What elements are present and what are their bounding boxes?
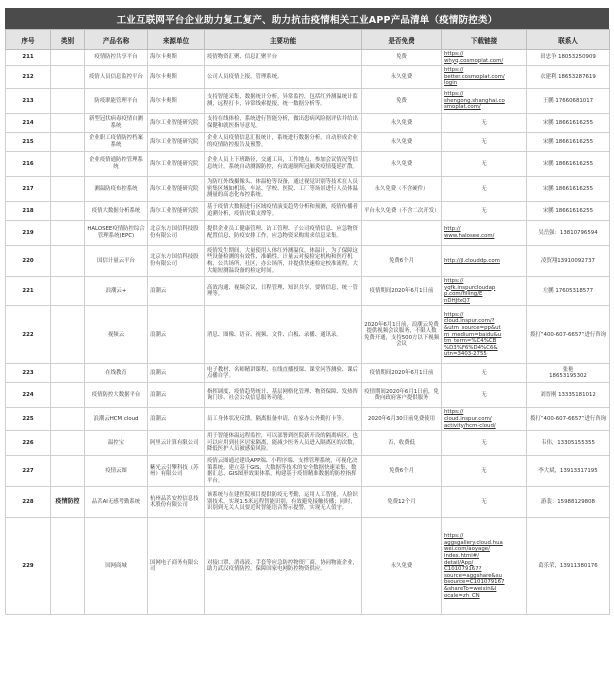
source-org: 国网电子商务有限公司 [148,518,205,615]
download-link[interactable]: http:// www.halosee.com/ [442,220,527,245]
row-number: 220 [6,245,51,276]
product-name: 在线教育 [85,364,148,383]
header-row [6,30,610,50]
main-function: 基于疫情大数据进行区域疫情演变趋势分析和预测，疫情传播者追溯分析，疫情决策支撑等。 [205,201,362,220]
source-org: 浪潮云 [148,306,205,364]
free-status: 平台永久免费（不含二次开发） [362,201,442,220]
product-name: 疫情防控共享平台 [85,50,148,66]
contact-person: 左鹏 17605318577 [527,276,610,305]
contact-person: 宋鹏 18661616255 [527,113,610,132]
table-row [6,50,610,66]
col-header-category: 类别 [51,30,85,50]
category-cell [51,408,85,431]
download-link: 无 [442,431,527,456]
contact-person: 张艳 18653195302 [527,364,610,383]
table-row [6,408,610,431]
row-number: 229 [6,518,51,615]
row-number: 218 [6,201,51,220]
source-org: 浪潮云 [148,408,205,431]
category-cell [51,518,85,615]
free-status: 永久免费（不含硬件） [362,176,442,201]
main-function: 电子教材、名师精讲课程、在线直播授课、课堂问答测验、课后点播自学。 [205,364,362,383]
product-name: 温控宝 [85,431,148,456]
main-function: 对接口罩、消毒液、手套等应急防控物资厂商，协同物流企业，助力武汉疫情防控，保障国家电网防控物资供应。 [205,518,362,615]
table-row [6,66,610,89]
row-number: 228 [6,487,51,518]
main-function: 消息、图像、语音、视频、文件、白板、录播、通讯录。 [205,306,362,364]
source-org: 海尔工业智能研究院 [148,151,205,176]
category-cell [51,66,85,89]
free-status: 免费12个月 [362,487,442,518]
free-status: 永久免费 [362,66,442,89]
main-function: 公司人员疫情上报，管理系统。 [205,66,362,89]
table-row [6,132,610,151]
category-cell [51,431,85,456]
product-name: 品茗AI无感考勤系统 [85,487,148,518]
contact-person: 王鹏 17660681017 [527,88,610,113]
product-name: 浪潮云+ [85,276,148,305]
source-org: 海尔卡奥斯 [148,66,205,89]
free-status: 永久免费 [362,518,442,615]
download-link[interactable]: https:// yqfk.inspurcloudap p.com/filling/E nDHJfxQ7 [442,276,527,305]
contact-person: 拨打“400-607-6657”进行咨询 [527,306,610,364]
free-status: 永久免费 [362,151,442,176]
table-row [6,431,610,456]
table-row [6,383,610,408]
contact-person: 宋鹏 18661616255 [527,132,610,151]
row-number: 214 [6,113,51,132]
category-cell [51,276,85,305]
free-status: 疫情期间2020年6月1日前 [362,364,442,383]
table-row [6,88,610,113]
source-org: 北京东方国信科技股份有限公司 [148,220,205,245]
source-org: 浪潮云 [148,276,205,305]
free-status: 免费 [362,50,442,66]
table-row [6,487,610,518]
download-link: 无 [442,132,527,151]
main-function: 该系统与在建医院项目提供防疫无考勤，运用人工智能，人脸识别技术，实现1.5米远程智能识别，有效避免接触传播；同时，识别到无关人员要近时智能语音警示提警，实现无人值守。 [205,487,362,518]
contact-person: 凌賀翔13910092737 [527,245,610,276]
product-name: 疫情大数据分析系统 [85,201,148,220]
table-row [6,113,610,132]
product-name: 新型冠状病毒疫情自测系统 [85,113,148,132]
product-name: 疫情云图 [85,456,148,487]
free-status: 免费6个月 [362,245,442,276]
category-cell [51,364,85,383]
source-org: 海尔工业智能研究院 [148,201,205,220]
product-name: 视频云 [85,306,148,364]
category-cell [51,383,85,408]
contact-person: 韦伟，13305155355 [527,431,610,456]
table-row [6,364,610,383]
table-body [6,50,610,615]
product-name: 企业职工疫情防控档案系统 [85,132,148,151]
product-name: HALOSEE疫情防控综合管理系统(EPC) [85,220,148,245]
table-row [6,518,610,615]
table-title: 工业互联网平台企业助力复工复产、助力抗击疫情相关工业APP产品清单（疫情防控类） [5,8,609,29]
source-org: 浪潮云 [148,383,205,408]
table-row [6,456,610,487]
row-number: 222 [6,306,51,364]
category-cell [51,456,85,487]
download-link[interactable]: http://jl.clouddp.com [442,245,527,276]
row-number: 212 [6,66,51,89]
product-name: 浪潮云HCM cloud [85,408,148,431]
contact-person: 游裴：15988129808 [527,487,610,518]
contact-person: 葛乐荣，13911380176 [527,518,610,615]
download-link: 无 [442,201,527,220]
source-org: 海尔工业智能研究院 [148,176,205,201]
download-link: 无 [442,456,527,487]
download-link[interactable]: https:// shengong.shanghai.co smoplat.com/ [442,88,527,113]
download-link: 无 [442,151,527,176]
row-number: 219 [6,220,51,245]
contact-person: 宋鹏 18661616255 [527,151,610,176]
table-row [6,220,610,245]
row-number: 225 [6,408,51,431]
row-number: 213 [6,88,51,113]
col-header-org: 来源单位 [148,30,205,50]
row-number: 216 [6,151,51,176]
category-cell [51,220,85,245]
table-row [6,306,610,364]
free-status: 疫情期间2020年6月1日前，免费向政府客户提供服务 [362,383,442,408]
col-header-free: 是否免费 [362,30,442,50]
download-link: 无 [442,383,527,408]
source-org: 北京东方国信科技股份有限公司 [148,245,205,276]
row-number: 226 [6,431,51,456]
source-org: 阿里云计算有限公司 [148,431,205,456]
contact-person: 拨打“400-607-6657”进行咨询 [527,408,610,431]
source-org: 海尔工业智能研究院 [148,113,205,132]
download-link[interactable]: https:// cloud.inspur.com/ activity/hcm-cloud/ [442,408,527,431]
download-link[interactable]: https:// better.cosmoplat.com/ login [442,66,527,89]
product-name: 疫情防控大数据平台 [85,383,148,408]
main-function: 员工身体状况反馈，隔离报备申请，在家办公外勤打卡等。 [205,408,362,431]
contact-person: 宋鹏 18661616255 [527,201,610,220]
main-function: 疫情云图通过建设APP端、小程序端、支撑管理系统，可视化决策系统，建立基于GIS、大数据等技术的安全数据快速采集、数据汇总、GIS图形效果体系，构建基于疫情精准数据的防控指挥平台。 [205,456,362,487]
contact-person: 李大斌，13913317195 [527,456,610,487]
main-function: 疫情发生期间，大量使用人体红外测温仪，体温计，为了保障这些设备检测的有效性、准确性，计量云对接检定机构和医疗机构，公共场所，社区，办公场所，并提供快速检定校准流程，大大缩短测温设备的检定时间。 [205,245,362,276]
download-link[interactable]: https:// aggsgallery.cloud.hua wei.com/aoyage/ index.html#/ detail/App/ C101079167? source=aggshare&su bsource=C101079167 &shareTo=weixin&l ocale=zh_CN [442,518,527,615]
product-name: 疫情人员信息监控平台 [85,66,148,89]
download-link: 无 [442,364,527,383]
contact-person: 田忠争 18053250909 [527,50,610,66]
main-function: 指挥调度、疫情趋势统计、基层网格化管理、物资保障、发热咨询门诊、社会公众信息服务功能。 [205,383,362,408]
category-cell [51,306,85,364]
category-cell [51,132,85,151]
col-header-function: 主要功能 [205,30,362,50]
table-row [6,201,610,220]
free-status: 永久免费 [362,113,442,132]
table-row [6,245,610,276]
col-header-no: 序号 [6,30,51,50]
main-function: 提供企业员工健康管理、访工管理、子公司疫情信息、应急物资配置信息、防疫安排工作，应急物资采购需求信息采集。 [205,220,362,245]
product-name: 防疫职能管理平台 [85,88,148,113]
source-org: 紫光云引擎科技（苏州）有限公司 [148,456,205,487]
contact-person: 刘晋刚 13335181012 [527,383,610,408]
category-cell [51,50,85,66]
row-number: 224 [6,383,51,408]
col-header-product: 产品名称 [85,30,148,50]
category-cell [51,88,85,113]
contact-person: 衣建利 18653287619 [527,66,610,89]
col-header-contact: 联系人 [527,30,610,50]
main-function: 支持在线体检，系统进行智能分析，做出患病风险据评估并给出保健和就医指导意见。 [205,113,362,132]
main-function: 为防红外线摄像头、体温枪等设备，通过视觉识别等技术在人员密集区域如机场、车站、学校、医院、工厂等场景进行人员体温测量的高态化布控系统。 [205,176,362,201]
main-function: 高效沟通、视频会议、日程管理、知识共享，要情信息，统一管理等。 [205,276,362,305]
row-number: 227 [6,456,51,487]
row-number: 211 [6,50,51,66]
main-function: 企业人员疫情信息汇报统计，系统进行数据分析，自动形成企业的疫情防控报告及预警。 [205,132,362,151]
download-link: 无 [442,487,527,518]
col-header-link: 下载链接 [442,30,527,50]
download-link[interactable]: https:// cloud.inspur.com/? &utm_source=pp&ut m_medium=baidu&u tm_term=%C4%CB %D3%F6%D4%C6& utn=3403-2755 [442,306,527,364]
free-status: 免费 [362,88,442,113]
table-row [6,151,610,176]
source-org: 浪潮云 [148,364,205,383]
free-status: 永久免费 [362,132,442,151]
category-cell [51,113,85,132]
download-link: 无 [442,113,527,132]
product-table [5,29,610,615]
category-cell: 疫情防控 [51,487,85,518]
main-function: 用于智能体温远程监控，可以部署到医院新开设的隔离病区，也可以应用到社区居家隔离，能减少医务人员进入隔离区的次数，降低医护人员被感染风险。 [205,431,362,456]
source-org: 海尔卡奥斯 [148,50,205,66]
product-name: 测温防疫布控系统 [85,176,148,201]
source-org: 海尔工业智能研究院 [148,132,205,151]
download-link: 无 [442,176,527,201]
free-status: 免费6个月 [362,456,442,487]
free-status: 否，收费低 [362,431,442,456]
free-status: 2020年6月1日前，浪潮云免费提供视频会议服务，不限人数免费开通，支持500方以下视频会议 [362,306,442,364]
free-status: 2020年6月30日前免费使用 [362,408,442,431]
source-org: 海尔卡奥斯 [148,88,205,113]
product-name: 企业疫情通防控管理系统 [85,151,148,176]
category-cell [51,151,85,176]
row-number: 221 [6,276,51,305]
table-row [6,276,610,305]
contact-person: 吴岳强：13810796594 [527,220,610,245]
row-number: 217 [6,176,51,201]
product-name: 国信计量云平台 [85,245,148,276]
main-function: 支持智能采集，数据统计分析，异常监控，包括红外测温统计监测，远程打卡，异常线索提报，统一数据分析等。 [205,88,362,113]
main-function: 企业人员上下班路径，交通工具，工作地点，参加会议情况等信息统计，系统自动测源防控，有效遏制所冠肺炎疫情蔓延扩散。 [205,151,362,176]
row-number: 215 [6,132,51,151]
source-org: 杭州品茗安控信息技术股份有限公司 [148,487,205,518]
contact-person: 宋鹏 18661616255 [527,176,610,201]
table-row [6,176,610,201]
category-cell [51,176,85,201]
category-cell [51,201,85,220]
main-function: 疫情物资汇聚、信息汇聚平台 [205,50,362,66]
free-status [362,220,442,245]
category-cell [51,245,85,276]
row-number: 223 [6,364,51,383]
free-status: 疫情期间2020年6月1日前 [362,276,442,305]
download-link[interactable]: https:// whyq.cosmoplat.com/ [442,50,527,66]
product-name: 国网商城 [85,518,148,615]
